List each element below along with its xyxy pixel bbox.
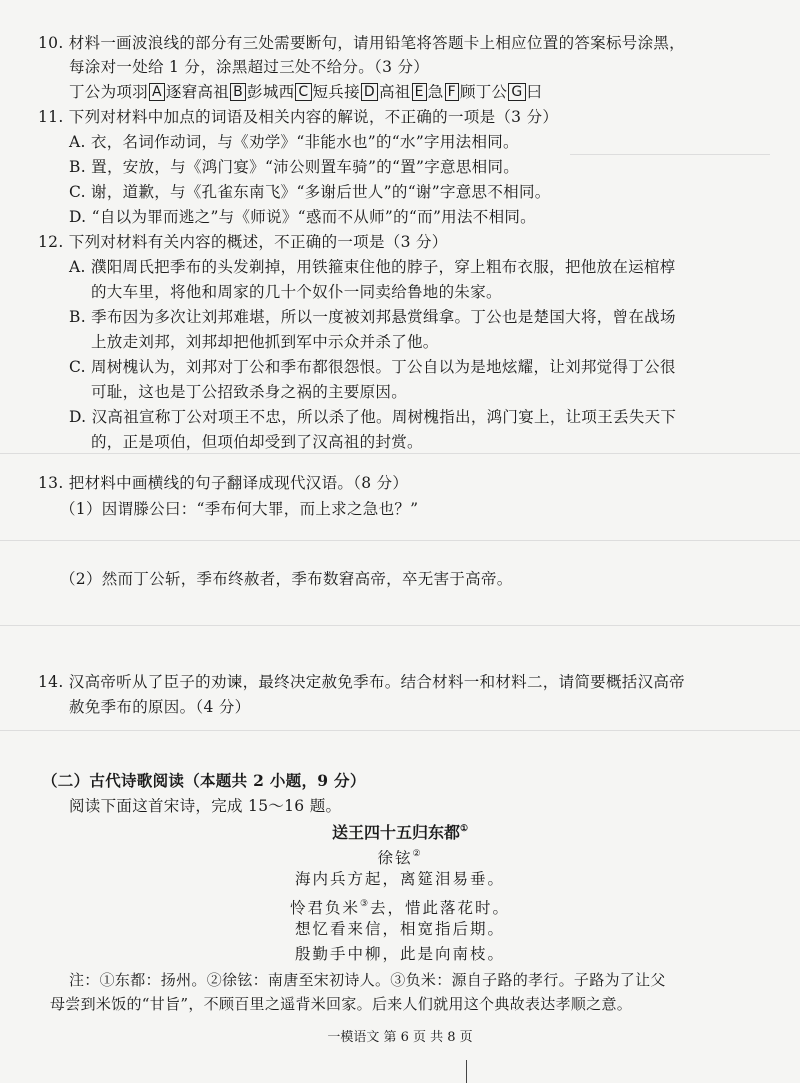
q10-options	[69, 82, 542, 102]
q12-option-b-line2: 上放走刘邦，刘邦却把他抓到军中示众并杀了他。	[91, 333, 439, 351]
q10-segment: 逐窘高祖	[165, 83, 230, 101]
footnote-marker: ③	[359, 899, 371, 909]
q14-line1: 14. 汉高帝听从了臣子的劝谏，最终决定赦免季布。结合材料一和材料二，请简要概括汉高帝	[38, 673, 685, 691]
poem-note-line2: 母尝到米饭的“甘旨”，不顾百里之遥背米回家。后来人们就用这个典故表达孝顺之意。	[50, 995, 633, 1013]
q12-option-d-line1: D. 汉高祖宣称丁公对项王不忠，所以杀了他。周树槐指出，鸿门宴上，让项王丢失天下	[69, 408, 677, 426]
poem-line-4: 殷勤手中柳，此是向南枝。	[294, 945, 505, 963]
poem-line-2-part2: 去，惜此落花时。	[370, 899, 511, 917]
q10-option-D[interactable]: D	[361, 83, 378, 101]
q11-option-c: C. 谢，道歉，与《孔雀东南飞》“多谢后世人”的“谢”字意思不相同。	[69, 183, 551, 201]
q13-sentence-1: （1）因谓滕公曰：“季布何大罪，而上求之急也？”	[60, 500, 419, 518]
q11-stem: 11. 下列对材料中加点的词语及相关内容的解说，不正确的一项是（3 分）	[38, 108, 559, 126]
q13-sentence-2: （2）然而丁公斩，季布终赦者，季布数窘高帝，卒无害于高帝。	[60, 570, 513, 588]
q12-option-c-line1: C. 周树槐认为，刘邦对丁公和季布都很怨恨。丁公自以为是地炫耀，让刘邦觉得丁公很	[69, 358, 676, 376]
q13-stem: 13. 把材料中画横线的句子翻译成现代汉语。（8 分）	[38, 474, 409, 492]
q14-line2: 赦免季布的原因。（4 分）	[69, 698, 251, 716]
bleed-through-line	[0, 730, 800, 731]
q10-option-C[interactable]: C	[295, 83, 311, 101]
poem-note-line1: 注：①东都：扬州。②徐铉：南唐至宋初诗人。③负米：源自子路的孝行。子路为了让父	[69, 971, 666, 989]
q10-line2: 每涂对一处给 1 分，涂黑超过三处不给分。（3 分）	[69, 58, 430, 76]
footnote-marker: ②	[412, 849, 423, 859]
poem-title	[0, 820, 800, 843]
q10-option-E[interactable]: E	[412, 83, 427, 101]
q11-option-a: A. 衣，名词作动词，与《劝学》“非能水也”的“水”字用法相同。	[69, 133, 519, 151]
q12-option-b-line1: B. 季布因为多次让刘邦难堪，所以一度被刘邦悬赏缉拿。丁公也是楚国大将，曾在战场	[69, 308, 676, 326]
q12-option-d-line2: 的，正是项伯，但项伯却受到了汉高祖的封赏。	[91, 433, 423, 451]
poem-line-2	[0, 894, 800, 918]
q10-option-G[interactable]: G	[508, 83, 525, 101]
poem-author-name: 徐铉	[377, 849, 413, 867]
q10-segment: 急	[427, 83, 444, 101]
page-footer: 一模语文 第 6 页 共 8 页	[327, 1030, 473, 1045]
footnote-marker: ①	[459, 824, 469, 834]
q10-option-F[interactable]: F	[445, 83, 459, 101]
q12-stem: 12. 下列对材料有关内容的概述，不正确的一项是（3 分）	[38, 233, 448, 251]
q11-option-b: B. 置，安放，与《鸿门宴》“沛公则置车骑”的“置”字意思相同。	[69, 158, 520, 176]
poem-author	[0, 844, 800, 868]
section-instruction: 阅读下面这首宋诗，完成 15～16 题。	[69, 797, 342, 815]
q10-segment: 顾丁公	[459, 83, 508, 101]
q10-option-A[interactable]: A	[149, 83, 165, 101]
poem-line-3: 想忆看来信，相宽指后期。	[294, 920, 505, 938]
q10-segment: 彭城西	[247, 83, 295, 101]
poem-title-text: 送王四十五归东都	[331, 823, 460, 842]
q10-option-B[interactable]: B	[230, 83, 246, 101]
q10-segment: 高祖	[379, 83, 411, 101]
poem-line-2-part1: 怜君负米	[289, 899, 360, 917]
bleed-through-line	[0, 540, 800, 541]
q10-segment: 丁公为项羽	[69, 83, 149, 101]
q11-option-d: D. “自以为罪而逃之”与《师说》“惑而不从师”的“而”用法不相同。	[69, 208, 536, 226]
q12-option-a-line2: 的大车里，将他和周家的几十个奴仆一同卖给鲁地的朱家。	[91, 283, 502, 301]
poem-line-1: 海内兵方起，离筵泪易垂。	[294, 870, 505, 888]
bleed-through-line	[0, 625, 800, 626]
binding-mark	[466, 1060, 467, 1083]
q10-segment: 短兵接	[312, 83, 360, 101]
q12-option-c-line2: 可耻，这也是丁公招致杀身之祸的主要原因。	[91, 383, 408, 401]
section-heading: （二）古代诗歌阅读（本题共 2 小题，9 分）	[42, 771, 366, 790]
q10-line1: 10. 材料一画波浪线的部分有三处需要断句，请用铅笔将答题卡上相应位置的答案标号涂黑，	[38, 34, 685, 52]
q10-segment: 曰	[526, 83, 543, 101]
bleed-through-line	[0, 453, 800, 454]
bleed-through-line	[570, 154, 770, 155]
q12-option-a-line1: A. 濮阳周氏把季布的头发剃掉，用铁箍束住他的脖子，穿上粗布衣服，把他放在运棺椁	[69, 258, 676, 276]
